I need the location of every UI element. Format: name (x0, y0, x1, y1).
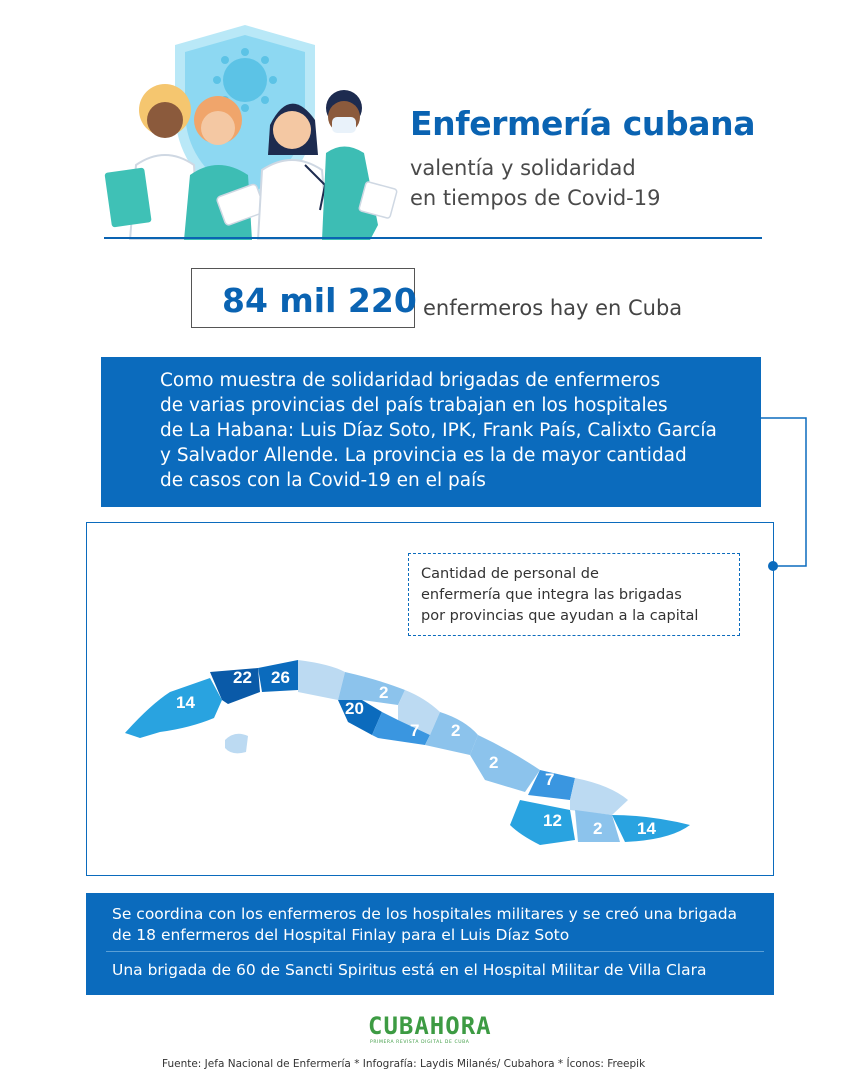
province-count: 2 (489, 753, 499, 772)
band-line: de 18 enfermeros del Hospital Finlay para el Luis Díaz Soto (112, 926, 570, 944)
logo-tagline: PRIMERA REVISTA DIGITAL DE CUBA (370, 1040, 470, 1045)
isla-de-la-juventud (225, 734, 248, 754)
cubahora-logo: CUBAHORA (368, 1012, 492, 1040)
stat-number: 84 mil 220 (222, 281, 417, 320)
province-count: 2 (379, 683, 389, 702)
subtitle-line-2: en tiempos de Covid-19 (410, 186, 661, 210)
province-holguin (570, 778, 628, 815)
nurses-illustration (100, 25, 400, 240)
province-count: 7 (410, 721, 420, 740)
province-pinar-del-rio (125, 678, 222, 738)
province-count: 14 (637, 819, 656, 838)
province-mayabeque (298, 660, 345, 700)
province-count: 12 (543, 811, 562, 830)
info-line: de casos con la Covid-19 en el país (160, 470, 486, 491)
info-line: de varias provincias del país trabajan en los hospitales (160, 395, 668, 416)
info-line: Como muestra de solidaridad brigadas de enfermeros (160, 370, 661, 391)
info-line: y Salvador Allende. La provincia es la de mayor cantidad (160, 445, 687, 466)
header-divider (104, 237, 762, 239)
province-count: 2 (451, 721, 461, 740)
band-divider (106, 951, 764, 952)
page-title: Enfermería cubana (410, 104, 756, 143)
province-count: 26 (271, 668, 290, 687)
cuba-map (100, 640, 720, 870)
band-line: Se coordina con los enfermeros de los hospitales militares y se creó una brigada (112, 905, 738, 923)
source-credit: Fuente: Jefa Nacional de Enfermería * Infografía: Laydis Milanés/ Cubahora * Íconos: Freepik (162, 1058, 646, 1070)
stat-label: enfermeros hay en Cuba (423, 296, 683, 320)
subtitle-line-1: valentía y solidaridad (410, 156, 636, 180)
province-count: 22 (233, 668, 252, 687)
province-camaguey (470, 735, 540, 792)
callout-line: por provincias que ayudan a la capital (421, 608, 699, 624)
province-count: 7 (545, 770, 555, 789)
province-count: 14 (176, 693, 195, 712)
callout-line: Cantidad de personal de (421, 566, 599, 582)
province-count: 20 (345, 699, 364, 718)
province-count: 2 (593, 819, 603, 838)
callout-line: enfermería que integra las brigadas (421, 587, 682, 603)
info-line: de La Habana: Luis Díaz Soto, IPK, Frank País, Calixto García (160, 420, 717, 441)
band-line: Una brigada de 60 de Sancti Spiritus está en el Hospital Militar de Villa Clara (112, 961, 707, 979)
